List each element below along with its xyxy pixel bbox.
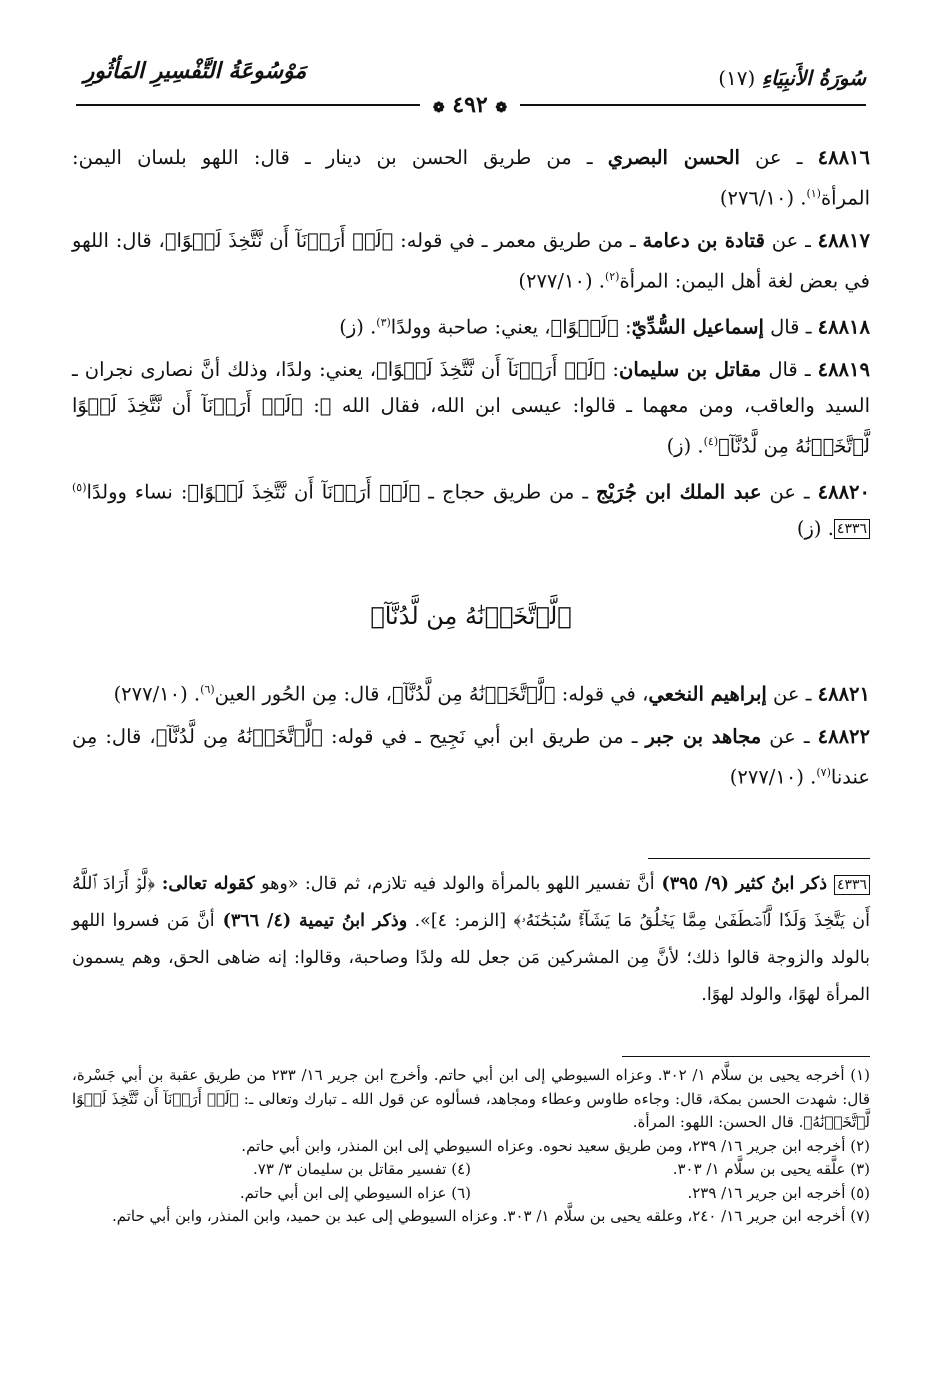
entry-text: ـ من طريق حجاج ـ ﴿لَوۡ أَرَدۡنَآ أَن نَّتَّخِذَ لَهۡوًا﴾: نساء وولدًا bbox=[86, 480, 597, 504]
footnote-ref: (٦) bbox=[200, 683, 215, 696]
commentary-cite: وذكر ابنُ تيمية (٤/ ٣٦٦) bbox=[214, 911, 408, 931]
entry-text: ، في قوله: ﴿لَّٱتَّخَذۡنَٰهُ مِن لَّدُنَّآ﴾، قال: مِن الحُور العين bbox=[214, 682, 649, 706]
commentary bbox=[72, 866, 870, 1014]
entry-text: : ﴿لَوۡ أَرَدۡنَآ أَن نَّتَّخِذَ لَهۡوًا﴾، يعني: ولدًا، وذلك أنَّ نصارى نجران ـ السيد والعاقب، ومن معهما ـ قالوا: عيسى ابن الله، فقال الله ﷻ: ﴿لَوۡ أَرَدۡنَآ أَن نَّتَّخِذَ لَهۡوًا لَّٱتَّخَذۡنَٰهُ مِن لَّدُنَّآ﴾ bbox=[72, 357, 870, 457]
commentary-text: ﴿لَّوۡ أَرَادَ ٱللَّهُ أَن يَتَّخِذَ وَلَدٗا لَّٱصۡطَفَىٰ مِمَّا يَخۡلُقُ مَا يَشَآءُۚ سُبۡحَٰنَهُۥ﴾ [الزمر: ٤]». bbox=[72, 874, 871, 931]
narrator-name: إبراهيم النخعي bbox=[648, 682, 767, 706]
entry bbox=[72, 305, 870, 346]
narrator-name: إسماعيل السُّدِّيّ bbox=[631, 315, 764, 339]
ornament-icon: ❁ bbox=[432, 100, 445, 116]
surah-header bbox=[566, 66, 866, 96]
footnote-row bbox=[72, 1182, 870, 1206]
narrator-name: مجاهد بن جبر bbox=[645, 724, 762, 748]
commentary-box-number: ٤٣٣٦ bbox=[834, 875, 870, 895]
entry-source: . (٢٧٧/١٠) bbox=[518, 269, 605, 292]
entry bbox=[72, 672, 870, 713]
commentary-cite: كقوله تعالى: bbox=[154, 874, 255, 894]
entry-number: ٤٨٨١٨ bbox=[817, 315, 870, 339]
section-heading: ﴿لَّٱتَّخَذۡنَٰهُ مِن لَّدُنَّآ﴾ bbox=[370, 602, 572, 630]
footnotes bbox=[72, 1064, 870, 1229]
page-number bbox=[420, 90, 520, 120]
footnote-divider bbox=[622, 1056, 870, 1057]
entry-prefix: ـ عن bbox=[764, 228, 818, 252]
entry-text: ـ من طريق ابن أبي نَجِيح ـ في قوله: ﴿لَّٱتَّخَذۡنَٰهُ مِن لَّدُنَّآ﴾، قال: مِن عندنا bbox=[72, 724, 870, 788]
entry bbox=[72, 719, 870, 796]
entry-number: ٤٨٨١٩ bbox=[817, 357, 870, 381]
entry-source: . (ز) bbox=[339, 315, 377, 339]
entry bbox=[72, 223, 870, 300]
footnote-row bbox=[72, 1158, 870, 1182]
ornament-icon: ❁ bbox=[495, 100, 508, 116]
commentary-ref-box: ٤٣٣٦ bbox=[834, 519, 870, 539]
entry-text: ـ من طريق الحسن بن دينار ـ قال: اللهو بلسان اليمن: المرأة bbox=[72, 146, 870, 210]
page-number-value: ٤٩٢ bbox=[452, 92, 488, 118]
entry bbox=[72, 352, 870, 465]
entry bbox=[72, 140, 870, 217]
commentary-text: أنَّ تفسير اللهو بالمرأة والولد فيه تلازم، ثم قال: «وهو bbox=[254, 874, 655, 894]
entry-source: . (٢٧٦/١٠) bbox=[719, 186, 807, 210]
narrator-name: مقاتل بن سليمان bbox=[619, 357, 762, 381]
footnote: (٦) عزاه السيوطي إلى ابن أبي حاتم. bbox=[239, 1183, 471, 1202]
footnote: (١) أخرجه يحيى بن سلَّام ١/ ٣٠٢. وعزاه السيوطي إلى ابن أبي حاتم. وأخرج ابن جرير ١٦/ ٢٣٣ من طريق عقبة بن أبي جَسْرة، قال: شهدت الحسن بمكة، قال: وجاءه طاوس وعطاء ومجاهد، فسألوه عن قول الله ـ تبارك وتعالى ـ: ﴿لَوۡ أَرَدۡنَآ أَن نَّتَّخِذَ لَهۡوًا لَّٱتَّخَذۡنَٰهُ﴾. قال الحسن: اللهو: المرأة. bbox=[72, 1066, 870, 1131]
entries-block-2 bbox=[72, 672, 870, 801]
entries-block-1 bbox=[72, 140, 870, 553]
commentary-cite: ذكر ابنُ كثير (٩/ ٣٩٥) bbox=[654, 874, 834, 894]
footnote-ref: (٤) bbox=[703, 434, 719, 448]
entry-prefix: ـ عن bbox=[766, 682, 818, 706]
entry bbox=[72, 470, 870, 547]
footnote: (٢) أخرجه ابن جرير ١٦/ ٢٣٩، ومن طريق سعيد نحوه. وعزاه السيوطي إلى ابن المنذر، وابن أبي حاتم. bbox=[241, 1136, 870, 1155]
surah-number: (١٧) bbox=[718, 66, 756, 90]
entry-source: . (٢٧٧/١٠) bbox=[729, 765, 817, 788]
entry-prefix: ـ عن bbox=[761, 724, 818, 748]
entry-prefix: ـ عن bbox=[739, 146, 818, 169]
entry-number: ٤٨٨٢٠ bbox=[817, 480, 870, 504]
book-title: مَوْسُوعَةُ التَّفْسِيرِ المَأثُورِ bbox=[83, 58, 307, 84]
entry-text: : ﴿لَهۡوًا﴾، يعني: صاحبة وولدًا bbox=[390, 315, 632, 339]
footnote-ref: (٥) bbox=[72, 481, 87, 494]
narrator-name: قتادة بن دعامة bbox=[642, 228, 765, 252]
footnote: (٥) أخرجه ابن جرير ١٦/ ٢٣٩. bbox=[687, 1183, 870, 1202]
entry-text: ـ من طريق معمر ـ في قوله: ﴿لَوۡ أَرَدۡنَآ أَن نَّتَّخِذَ لَهۡوًا﴾، قال: اللهو في بعض لغة أهل اليمن: المرأة bbox=[72, 228, 870, 292]
commentary-text: أنَّ مَن فسروا اللهو بالولد والزوجة قالوا ذلك؛ لأنَّ مِن المشركين مَن جعل لله ولدًا وصاحبة، وقالوا: إنه ضاهى الحق، وهم يسمون المرأة لهوًا، والولد لهوًا. bbox=[72, 911, 870, 1005]
entry-source: . (ز) bbox=[796, 516, 834, 540]
entry-source: . (ز) bbox=[666, 434, 704, 457]
entry-source: . (٢٧٧/١٠) bbox=[113, 682, 201, 706]
commentary-divider bbox=[648, 858, 870, 859]
entry-number: ٤٨٨٢١ bbox=[817, 682, 870, 706]
entry-prefix: ـ عن bbox=[761, 480, 818, 504]
entry-prefix: ـ قال bbox=[761, 357, 818, 381]
narrator-name: عبد الملك ابن جُرَيْج bbox=[596, 480, 762, 504]
footnote-ref: (٧) bbox=[816, 765, 831, 779]
narrator-name: الحسن البصري bbox=[607, 146, 740, 169]
surah-name: سُورَةُ الأَنبِيَاءِ bbox=[761, 66, 866, 90]
footnote-ref: (٢) bbox=[604, 269, 620, 283]
footnote: (٤) تفسير مقاتل بن سليمان ٣/ ٧٣. bbox=[253, 1160, 471, 1178]
footnote: (٧) أخرجه ابن جرير ١٦/ ٢٤٠، وعلقه يحيى بن سلَّام ١/ ٣٠٣. وعزاه السيوطي إلى عبد بن حميد، وابن المنذر، وابن أبي حاتم. bbox=[111, 1207, 870, 1225]
entry-number: ٤٨٨٢٢ bbox=[817, 724, 870, 748]
footnote-ref: (١) bbox=[806, 187, 821, 200]
footnote: (٣) علَّقه يحيى بن سلَّام ١/ ٣٠٣. bbox=[672, 1160, 870, 1178]
entry-number: ٤٨٨١٧ bbox=[817, 228, 871, 252]
entry-number: ٤٨٨١٦ bbox=[817, 146, 870, 169]
entry-prefix: ـ قال bbox=[763, 315, 818, 339]
footnote-ref: (٣) bbox=[376, 316, 391, 329]
